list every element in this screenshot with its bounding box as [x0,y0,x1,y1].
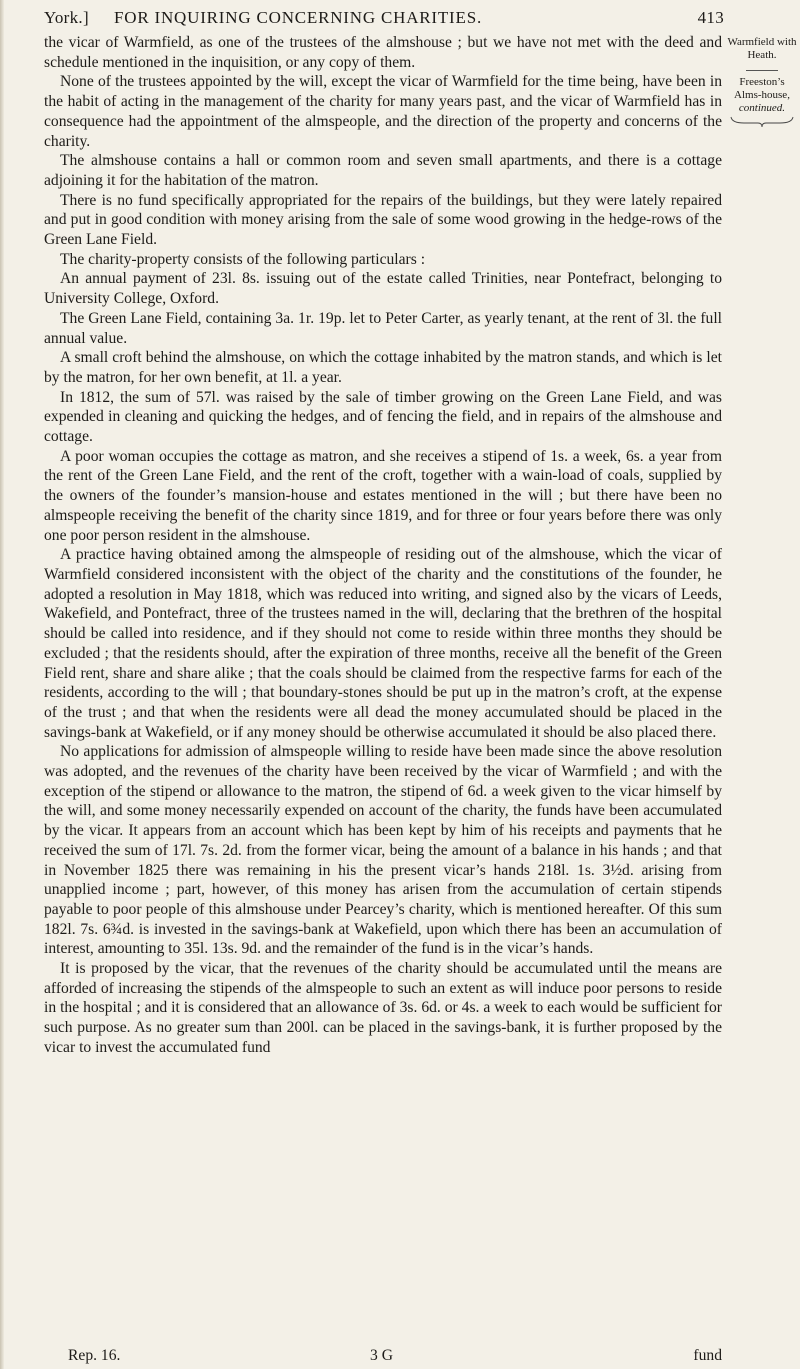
sidenote-warmfield: Warmfield with Heath. [727,36,797,61]
running-head-county: York.] [44,8,89,27]
running-head [44,8,724,32]
catchword: fund [693,1347,722,1364]
page-number: 413 [697,8,724,27]
paragraph: A practice having obtained among the almspeople of residing out of the almshouse, which the vicar of Warmfield considered inconsistent with the object of the charity and the constitutions of the founder, he adopted a resolution in May 1818, which was reduced into writing, and signed also by the vicars of Leeds, Wakefield, and Pontefract, three of the trustees named in the will, declaring that the brethren of the hospital should be called into residence, and if they should not come to reside within three months they should be excluded ; that the residents should, after the expiration of three months, receive all the benefit of the Green Field rent, share and share alike ; that the coals should be claimed from the respective farms for each of the residents, according to the will ; that boundary-stones should be put up in the matron’s croft, at the expense of the trust ; and that when the residents were all dead the money accumulated should be placed in the savings-bank at Wakefield, or if any money should be otherwise accumulated it should be also placed there. [44,546,722,741]
paragraph: No applications for admission of almspeople willing to reside have been made since the above resolution was adopted, and the revenues of the charity have been received by the vicar of Warmfield ; and with the exception of the stipend or allowance to the matron, the stipend of 6d. a week given to the vicar himself by the will, and some money necessarily expended on account of the charity, the funds have been accumulated by the vicar. It appears from an account which has been kept by him of his receipts and payments that he received the sum of 17l. 7s. 2d. from the former vicar, being the amount of a balance in his hands ; and that in November 1825 there was remaining in his the present vicar’s hands 218l. 1s. 3½d. arising from unapplied income ; part, however, of this money has arisen from the accumulation of certain stipends payable to poor people of this almshouse under Pearcey’s charity, which is mentioned hereafter. Of this sum 182l. 7s. 6¾d. is invested in the savings-bank at Wakefield, upon which there has been an accumulation of interest, amounting to 35l. 13s. 9d. and the remainder of the fund is in the vicar’s hands. [44,743,722,958]
paragraph: the vicar of Warmfield, as one of the trustees of the almshouse ; but we have not met with the deed and schedule mentioned in the inquisition, or any copy of them. [44,34,722,71]
paragraph: It is proposed by the vicar, that the revenues of the charity should be accumulated until the means are afforded of increasing the stipends of the almspeople to such an extent as will induce poor persons to reside in the hospital ; and it is considered that an allowance of 3s. 6d. or 4s. a week to each would be sufficient for such purpose. As no greater sum than 200l. can be placed in the savings-bank, it is further proposed by the vicar to invest the accumulated fund [44,960,722,1056]
sidenote-divider [746,70,778,71]
paragraph: The Green Lane Field, containing 3a. 1r. 19p. let to Peter Carter, as yearly tenant, at the rent of 3l. the full annual value. [44,309,722,347]
paragraph: A poor woman occupies the cottage as matron, and she receives a stipend of 1s. a week, 6s. a year from the rent of the Green Lane Field, and the rent of the croft, together with a wain-load of coals, supplied by the owners of the founder’s mansion-house and estates mentioned in the will ; but there have been no almspeople receiving the benefit of the charity since 1819, and for three or four years before there was only one poor person resident in the almshouse. [44,447,722,544]
paragraph: A small croft behind the almshouse, on which the cottage inhabited by the matron stands, and which is let by the matron, for her own benefit, at 1l. a year. [44,349,722,386]
signature-mark: 3 G [370,1347,393,1364]
running-head-title: FOR INQUIRING CONCERNING CHARITIES. [114,8,482,27]
report-number: Rep. 16. [68,1347,121,1364]
sidenote-continued: continued. [738,102,786,114]
paragraph: The almshouse contains a hall or common room and seven small apartments, and there is a cottage adjoining it for the habitation of the matron. [44,152,722,189]
sidenote-freeston: Freeston’s Alms-house, [734,76,790,101]
paragraph: There is no fund specifically appropriated for the repairs of the buildings, but they were lately repaired and put in good condition with money arising from the sale of some wood growing in the hedge-rows of the Green Lane Field. [44,191,722,249]
paragraph: The charity-property consists of the following particulars : [60,250,426,268]
paragraph: None of the trustees appointed by the will, except the vicar of Warmfield for the time being, have been in the habit of acting in the management of the charity for many years past, and the vicar of Warmfield has in consequence had the appointment of the almspeople, and the direction of the property and concerns of the charity. [44,73,722,150]
page-edge [0,0,4,1369]
paragraph: In 1812, the sum of 57l. was raised by the sale of timber growing on the Green Lane Field, and was expended in cleaning and quicking the hedges, and of fencing the field, and in repairs of the almshouse and cottage. [44,388,722,446]
paragraph: An annual payment of 23l. 8s. issuing out of the estate called Trinities, near Pontefract, belonging to University College, Oxford. [44,270,722,308]
page-footer [68,1347,722,1367]
sidenote-brace [730,116,794,128]
margin-notes [727,36,797,128]
body-text [44,33,722,1058]
